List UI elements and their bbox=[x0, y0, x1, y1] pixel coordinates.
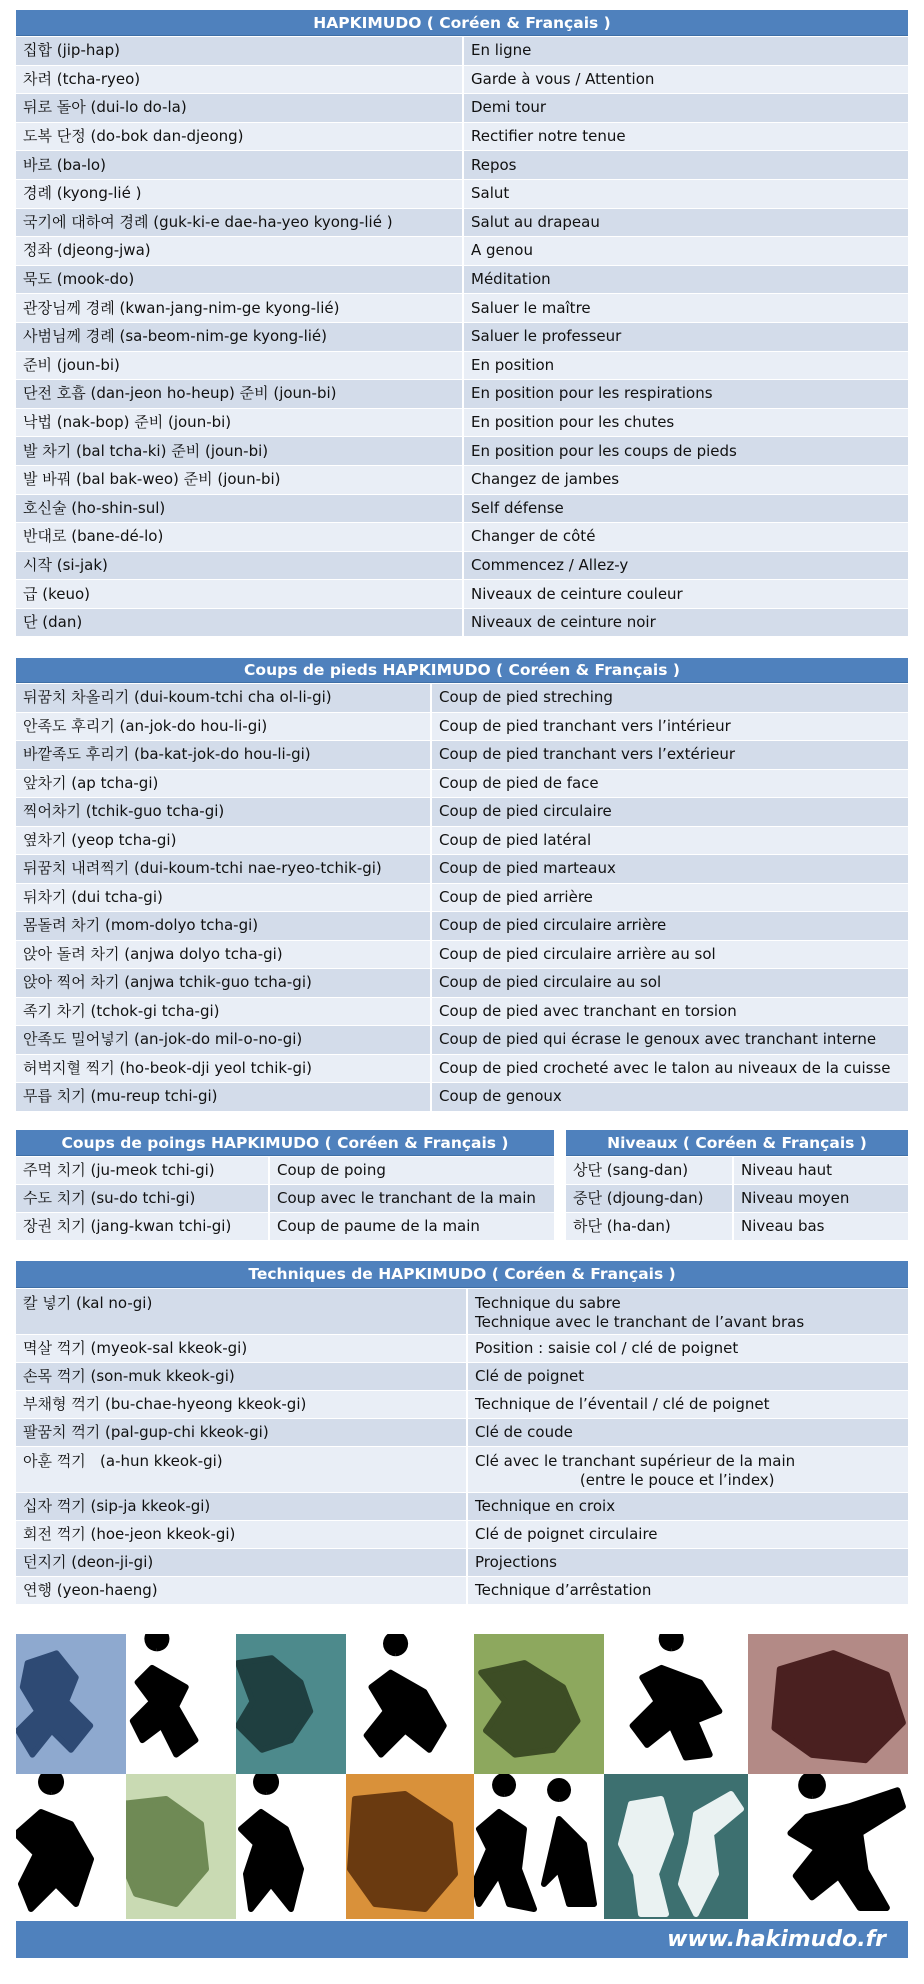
table-body bbox=[16, 684, 908, 1111]
table-row bbox=[16, 1335, 908, 1362]
footer-bar bbox=[16, 1921, 908, 1958]
table-row bbox=[16, 552, 908, 580]
korean-term-cell: 앉아 돌려 차기 (anjwa dolyo tcha-gi) bbox=[16, 941, 432, 969]
french-translation-cell: Coup de genoux bbox=[439, 1087, 562, 1106]
french-translation-cell: Clé avec le tranchant supérieur de la main (entre le pouce et l’index) bbox=[475, 1452, 796, 1489]
french-translation-cell: Coup de pied crocheté avec le talon au niveaux de la cuisse bbox=[439, 1058, 891, 1077]
korean-term-cell: 급 (keuo) bbox=[16, 580, 464, 608]
french-translation-cell: Commencez / Allez-y bbox=[471, 555, 629, 574]
table-header: Coups de pieds HAPKIMUDO ( Coréen & Français ) bbox=[16, 658, 908, 683]
martial-arts-mosaic bbox=[16, 1634, 908, 1919]
french-translation-cell: Coup de pied avec tranchant en torsion bbox=[439, 1001, 737, 1020]
korean-term-cell: 허벅지혈 찍기 (ho-beok-dji yeol tchik-gi) bbox=[16, 1055, 432, 1083]
french-translation-cell: Coup de pied arrière bbox=[439, 887, 593, 906]
french-translation-cell: Projections bbox=[475, 1553, 557, 1571]
korean-term-cell: 십자 꺽기 (sip-ja kkeok-gi) bbox=[16, 1493, 468, 1520]
french-translation-cell: Niveaux de ceinture couleur bbox=[471, 584, 683, 603]
french-translation-cell: Changez de jambes bbox=[471, 470, 620, 489]
korean-term-cell: 경례 (kyong-lié ) bbox=[16, 180, 464, 208]
table-header: Techniques de HAPKIMUDO ( Coréen & Français ) bbox=[16, 1261, 908, 1288]
table-row bbox=[16, 1493, 908, 1520]
fighter-figure bbox=[236, 1634, 346, 1774]
fighter-figure bbox=[126, 1634, 236, 1774]
silhouette-tile bbox=[604, 1634, 748, 1774]
table-row bbox=[16, 523, 908, 551]
table-row bbox=[16, 684, 908, 712]
korean-term-cell: 연행 (yeon-haeng) bbox=[16, 1577, 468, 1604]
table-body bbox=[16, 1289, 908, 1604]
french-translation-cell: Coup de pied circulaire bbox=[439, 802, 612, 821]
table-row bbox=[16, 1521, 908, 1548]
french-translation-cell: Clé de poignet bbox=[475, 1367, 585, 1385]
french-translation-cell: Rectifier notre tenue bbox=[471, 127, 626, 146]
table-row bbox=[16, 1577, 908, 1604]
fighter-figure bbox=[604, 1774, 748, 1919]
table-row bbox=[16, 437, 908, 465]
table-row bbox=[16, 1549, 908, 1576]
korean-term-cell: 칼 넣기 (kal no-gi) bbox=[16, 1289, 468, 1334]
photo-tile bbox=[346, 1774, 474, 1919]
korean-term-cell: 주먹 치기 (ju-meok tchi-gi) bbox=[16, 1157, 270, 1184]
french-translation-cell: Méditation bbox=[471, 270, 551, 289]
korean-term-cell: 낙법 (nak-bop) 준비 (joun-bi) bbox=[16, 409, 464, 437]
korean-term-cell: 아훈 꺽기 (a-hun kkeok-gi) bbox=[16, 1447, 468, 1492]
korean-term-cell: 도복 단정 (do-bok dan-djeong) bbox=[16, 123, 464, 151]
photo-tile bbox=[236, 1634, 346, 1774]
korean-term-cell: 멱살 꺽기 (myeok-sal kkeok-gi) bbox=[16, 1335, 468, 1362]
table-row bbox=[16, 323, 908, 351]
fighter-figure bbox=[16, 1634, 126, 1774]
table-row bbox=[16, 66, 908, 94]
french-translation-cell: En ligne bbox=[471, 41, 532, 60]
korean-term-cell: 상단 (sang-dan) bbox=[566, 1157, 734, 1184]
silhouette-tile bbox=[346, 1634, 474, 1774]
table-row bbox=[566, 1157, 908, 1184]
korean-term-cell: 찍어차기 (tchik-guo tcha-gi) bbox=[16, 798, 432, 826]
korean-term-cell: 호신술 (ho-shin-sul) bbox=[16, 495, 464, 523]
table-row bbox=[16, 1289, 908, 1334]
photo-tile bbox=[604, 1774, 748, 1919]
table-row bbox=[16, 352, 908, 380]
korean-term-cell: 뒤차기 (dui tcha-gi) bbox=[16, 884, 432, 912]
table-row bbox=[16, 1083, 908, 1111]
french-translation-cell: Coup de pied circulaire arrière bbox=[439, 916, 667, 935]
korean-term-cell: 손목 꺽기 (son-muk kkeok-gi) bbox=[16, 1363, 468, 1390]
fighter-figure bbox=[346, 1774, 474, 1919]
table-row bbox=[16, 827, 908, 855]
fighter-figure bbox=[474, 1774, 604, 1919]
french-translation-cell: En position pour les coups de pieds bbox=[471, 441, 737, 460]
french-translation-cell: Coup de paume de la main bbox=[277, 1217, 480, 1235]
french-translation-cell: Saluer le maître bbox=[471, 298, 591, 317]
techniques-table bbox=[16, 1261, 908, 1604]
table-row bbox=[16, 798, 908, 826]
korean-term-cell: 단전 호흡 (dan-jeon ho-heup) 준비 (joun-bi) bbox=[16, 380, 464, 408]
korean-term-cell: 중단 (djoung-dan) bbox=[566, 1185, 734, 1212]
french-translation-cell: Technique en croix bbox=[475, 1497, 616, 1515]
korean-term-cell: 시작 (si-jak) bbox=[16, 552, 464, 580]
photo-tile bbox=[474, 1634, 604, 1774]
french-translation-cell: Garde à vous / Attention bbox=[471, 69, 655, 88]
fighter-figure bbox=[16, 1774, 126, 1919]
table-row bbox=[16, 884, 908, 912]
french-translation-cell: Coup de pied streching bbox=[439, 688, 613, 707]
table-row bbox=[16, 294, 908, 322]
kicks-table bbox=[16, 658, 908, 1111]
french-translation-cell: Repos bbox=[471, 155, 517, 174]
french-translation-cell: Coup de pied de face bbox=[439, 773, 599, 792]
french-translation-cell: Position : saisie col / clé de poignet bbox=[475, 1339, 739, 1357]
french-translation-cell: Technique du sabre Technique avec le tranchant de l’avant bras bbox=[475, 1294, 805, 1331]
silhouette-tile bbox=[474, 1774, 604, 1919]
table-row bbox=[16, 1185, 554, 1212]
table-row bbox=[16, 580, 908, 608]
korean-term-cell: 사범님께 경례 (sa-beom-nim-ge kyong-lié) bbox=[16, 323, 464, 351]
silhouette-tile bbox=[748, 1774, 908, 1919]
table-row bbox=[16, 912, 908, 940]
table-row bbox=[16, 266, 908, 294]
french-translation-cell: Changer de côté bbox=[471, 527, 596, 546]
table-row bbox=[16, 1391, 908, 1418]
french-translation-cell: Coup de pied circulaire au sol bbox=[439, 973, 662, 992]
table-row bbox=[566, 1213, 908, 1240]
french-translation-cell: Coup de pied latéral bbox=[439, 830, 592, 849]
korean-term-cell: 뒤꿈치 차올리기 (dui-koum-tchi cha ol-li-gi) bbox=[16, 684, 432, 712]
fighter-figure bbox=[236, 1774, 346, 1919]
table-row bbox=[16, 94, 908, 122]
french-translation-cell: Self défense bbox=[471, 498, 564, 517]
french-translation-cell: Technique d’arrêstation bbox=[475, 1581, 652, 1599]
french-translation-cell: Niveau haut bbox=[741, 1161, 833, 1179]
table-row bbox=[16, 37, 908, 65]
french-translation-cell: Coup de pied marteaux bbox=[439, 859, 616, 878]
table-row bbox=[16, 180, 908, 208]
site-url[interactable]: www.hakimudo.fr bbox=[667, 1927, 886, 1952]
korean-term-cell: 무릅 치기 (mu-reup tchi-gi) bbox=[16, 1083, 432, 1111]
french-translation-cell: Niveaux de ceinture noir bbox=[471, 613, 656, 632]
french-translation-cell: A genou bbox=[471, 241, 533, 260]
korean-term-cell: 앉아 찍어 차기 (anjwa tchik-guo tcha-gi) bbox=[16, 969, 432, 997]
french-translation-cell: Saluer le professeur bbox=[471, 327, 622, 346]
french-translation-cell: Coup de pied circulaire arrière au sol bbox=[439, 944, 716, 963]
table-row bbox=[16, 1419, 908, 1446]
table-body bbox=[566, 1157, 908, 1240]
table-row bbox=[16, 123, 908, 151]
korean-term-cell: 뒤로 돌아 (dui-lo do-la) bbox=[16, 94, 464, 122]
main-vocabulary-table bbox=[16, 10, 908, 636]
korean-term-cell: 뒤꿈치 내려찍기 (dui-koum-tchi nae-ryeo-tchik-gi) bbox=[16, 855, 432, 883]
french-translation-cell: Technique de l’éventail / clé de poignet bbox=[475, 1395, 770, 1413]
french-translation-cell: Salut bbox=[471, 184, 510, 203]
french-translation-cell: Coup de pied tranchant vers l’extérieur bbox=[439, 745, 736, 764]
french-translation-cell: Niveau moyen bbox=[741, 1189, 850, 1207]
korean-term-cell: 정좌 (djeong-jwa) bbox=[16, 237, 464, 265]
silhouette-tile bbox=[236, 1774, 346, 1919]
levels-table bbox=[566, 1130, 908, 1240]
french-translation-cell: Salut au drapeau bbox=[471, 212, 600, 231]
table-header: Niveaux ( Coréen & Français ) bbox=[566, 1130, 908, 1156]
french-translation-cell: Coup de poing bbox=[277, 1161, 386, 1179]
korean-term-cell: 회전 꺽기 (hoe-jeon kkeok-gi) bbox=[16, 1521, 468, 1548]
korean-term-cell: 안족도 후리기 (an-jok-do hou-li-gi) bbox=[16, 713, 432, 741]
french-translation-cell: Clé de coude bbox=[475, 1423, 573, 1441]
punches-table bbox=[16, 1130, 554, 1240]
korean-term-cell: 발 바꿔 (bal bak-weo) 준비 (joun-bi) bbox=[16, 466, 464, 494]
korean-term-cell: 차려 (tcha-ryeo) bbox=[16, 66, 464, 94]
korean-term-cell: 집합 (jip-hap) bbox=[16, 37, 464, 65]
korean-term-cell: 옆차기 (yeop tcha-gi) bbox=[16, 827, 432, 855]
table-row bbox=[16, 998, 908, 1026]
table-header: HAPKIMUDO ( Coréen & Français ) bbox=[16, 10, 908, 36]
french-translation-cell: Coup de pied tranchant vers l’intérieur bbox=[439, 716, 731, 735]
french-translation-cell: Coup avec le tranchant de la main bbox=[277, 1189, 536, 1207]
french-translation-cell: Niveau bas bbox=[741, 1217, 825, 1235]
table-row bbox=[16, 1363, 908, 1390]
french-translation-cell: En position pour les chutes bbox=[471, 413, 675, 432]
table-row bbox=[16, 741, 908, 769]
korean-term-cell: 앞차기 (ap tcha-gi) bbox=[16, 770, 432, 798]
french-translation-cell: Clé de poignet circulaire bbox=[475, 1525, 658, 1543]
table-row bbox=[16, 941, 908, 969]
table-row bbox=[16, 609, 908, 637]
korean-term-cell: 발 차기 (bal tcha-ki) 준비 (joun-bi) bbox=[16, 437, 464, 465]
french-translation-cell: En position bbox=[471, 355, 555, 374]
french-translation-cell: Coup de pied qui écrase le genoux avec tranchant interne bbox=[439, 1030, 877, 1049]
korean-term-cell: 족기 차기 (tchok-gi tcha-gi) bbox=[16, 998, 432, 1026]
fighter-figure bbox=[604, 1634, 748, 1774]
korean-term-cell: 국기에 대하여 경례 (guk-ki-e dae-ha-yeo kyong-lié ) bbox=[16, 209, 464, 237]
korean-term-cell: 반대로 (bane-dé-lo) bbox=[16, 523, 464, 551]
french-translation-cell: En position pour les respirations bbox=[471, 384, 713, 403]
table-row bbox=[16, 237, 908, 265]
korean-term-cell: 준비 (joun-bi) bbox=[16, 352, 464, 380]
korean-term-cell: 관장님께 경례 (kwan-jang-nim-ge kyong-lié) bbox=[16, 294, 464, 322]
korean-term-cell: 몸돌려 차기 (mom-dolyo tcha-gi) bbox=[16, 912, 432, 940]
korean-term-cell: 장권 치기 (jang-kwan tchi-gi) bbox=[16, 1213, 270, 1240]
table-row bbox=[16, 209, 908, 237]
fighter-figure bbox=[748, 1774, 908, 1919]
table-body bbox=[16, 37, 908, 636]
table-body bbox=[16, 1157, 554, 1240]
korean-term-cell: 수도 치기 (su-do tchi-gi) bbox=[16, 1185, 270, 1212]
table-row bbox=[16, 1213, 554, 1240]
table-row bbox=[16, 770, 908, 798]
korean-term-cell: 던지기 (deon-ji-gi) bbox=[16, 1549, 468, 1576]
table-row bbox=[16, 380, 908, 408]
table-row bbox=[16, 969, 908, 997]
table-row bbox=[16, 1055, 908, 1083]
silhouette-tile bbox=[126, 1634, 236, 1774]
photo-tile bbox=[126, 1774, 236, 1919]
table-row bbox=[16, 466, 908, 494]
korean-term-cell: 단 (dan) bbox=[16, 609, 464, 637]
fighter-figure bbox=[474, 1634, 604, 1774]
table-row bbox=[16, 1026, 908, 1054]
photo-tile bbox=[16, 1634, 126, 1774]
table-row bbox=[16, 495, 908, 523]
korean-term-cell: 안족도 밀어넣기 (an-jok-do mil-o-no-gi) bbox=[16, 1026, 432, 1054]
table-row bbox=[16, 409, 908, 437]
korean-term-cell: 부채형 꺽기 (bu-chae-hyeong kkeok-gi) bbox=[16, 1391, 468, 1418]
table-row bbox=[16, 1447, 908, 1492]
korean-term-cell: 묵도 (mook-do) bbox=[16, 266, 464, 294]
table-header: Coups de poings HAPKIMUDO ( Coréen & Français ) bbox=[16, 1130, 554, 1156]
korean-term-cell: 하단 (ha-dan) bbox=[566, 1213, 734, 1240]
table-row bbox=[16, 1157, 554, 1184]
table-row bbox=[16, 151, 908, 179]
table-row bbox=[16, 713, 908, 741]
fighter-figure bbox=[748, 1634, 908, 1774]
korean-term-cell: 바깥족도 후리기 (ba-kat-jok-do hou-li-gi) bbox=[16, 741, 432, 769]
table-row bbox=[16, 855, 908, 883]
photo-tile bbox=[748, 1634, 908, 1774]
fighter-figure bbox=[126, 1774, 236, 1919]
french-translation-cell: Demi tour bbox=[471, 98, 547, 117]
fighter-figure bbox=[346, 1634, 474, 1774]
silhouette-tile bbox=[16, 1774, 126, 1919]
korean-term-cell: 바로 (ba-lo) bbox=[16, 151, 464, 179]
table-row bbox=[566, 1185, 908, 1212]
korean-term-cell: 팔꿈치 꺽기 (pal-gup-chi kkeok-gi) bbox=[16, 1419, 468, 1446]
